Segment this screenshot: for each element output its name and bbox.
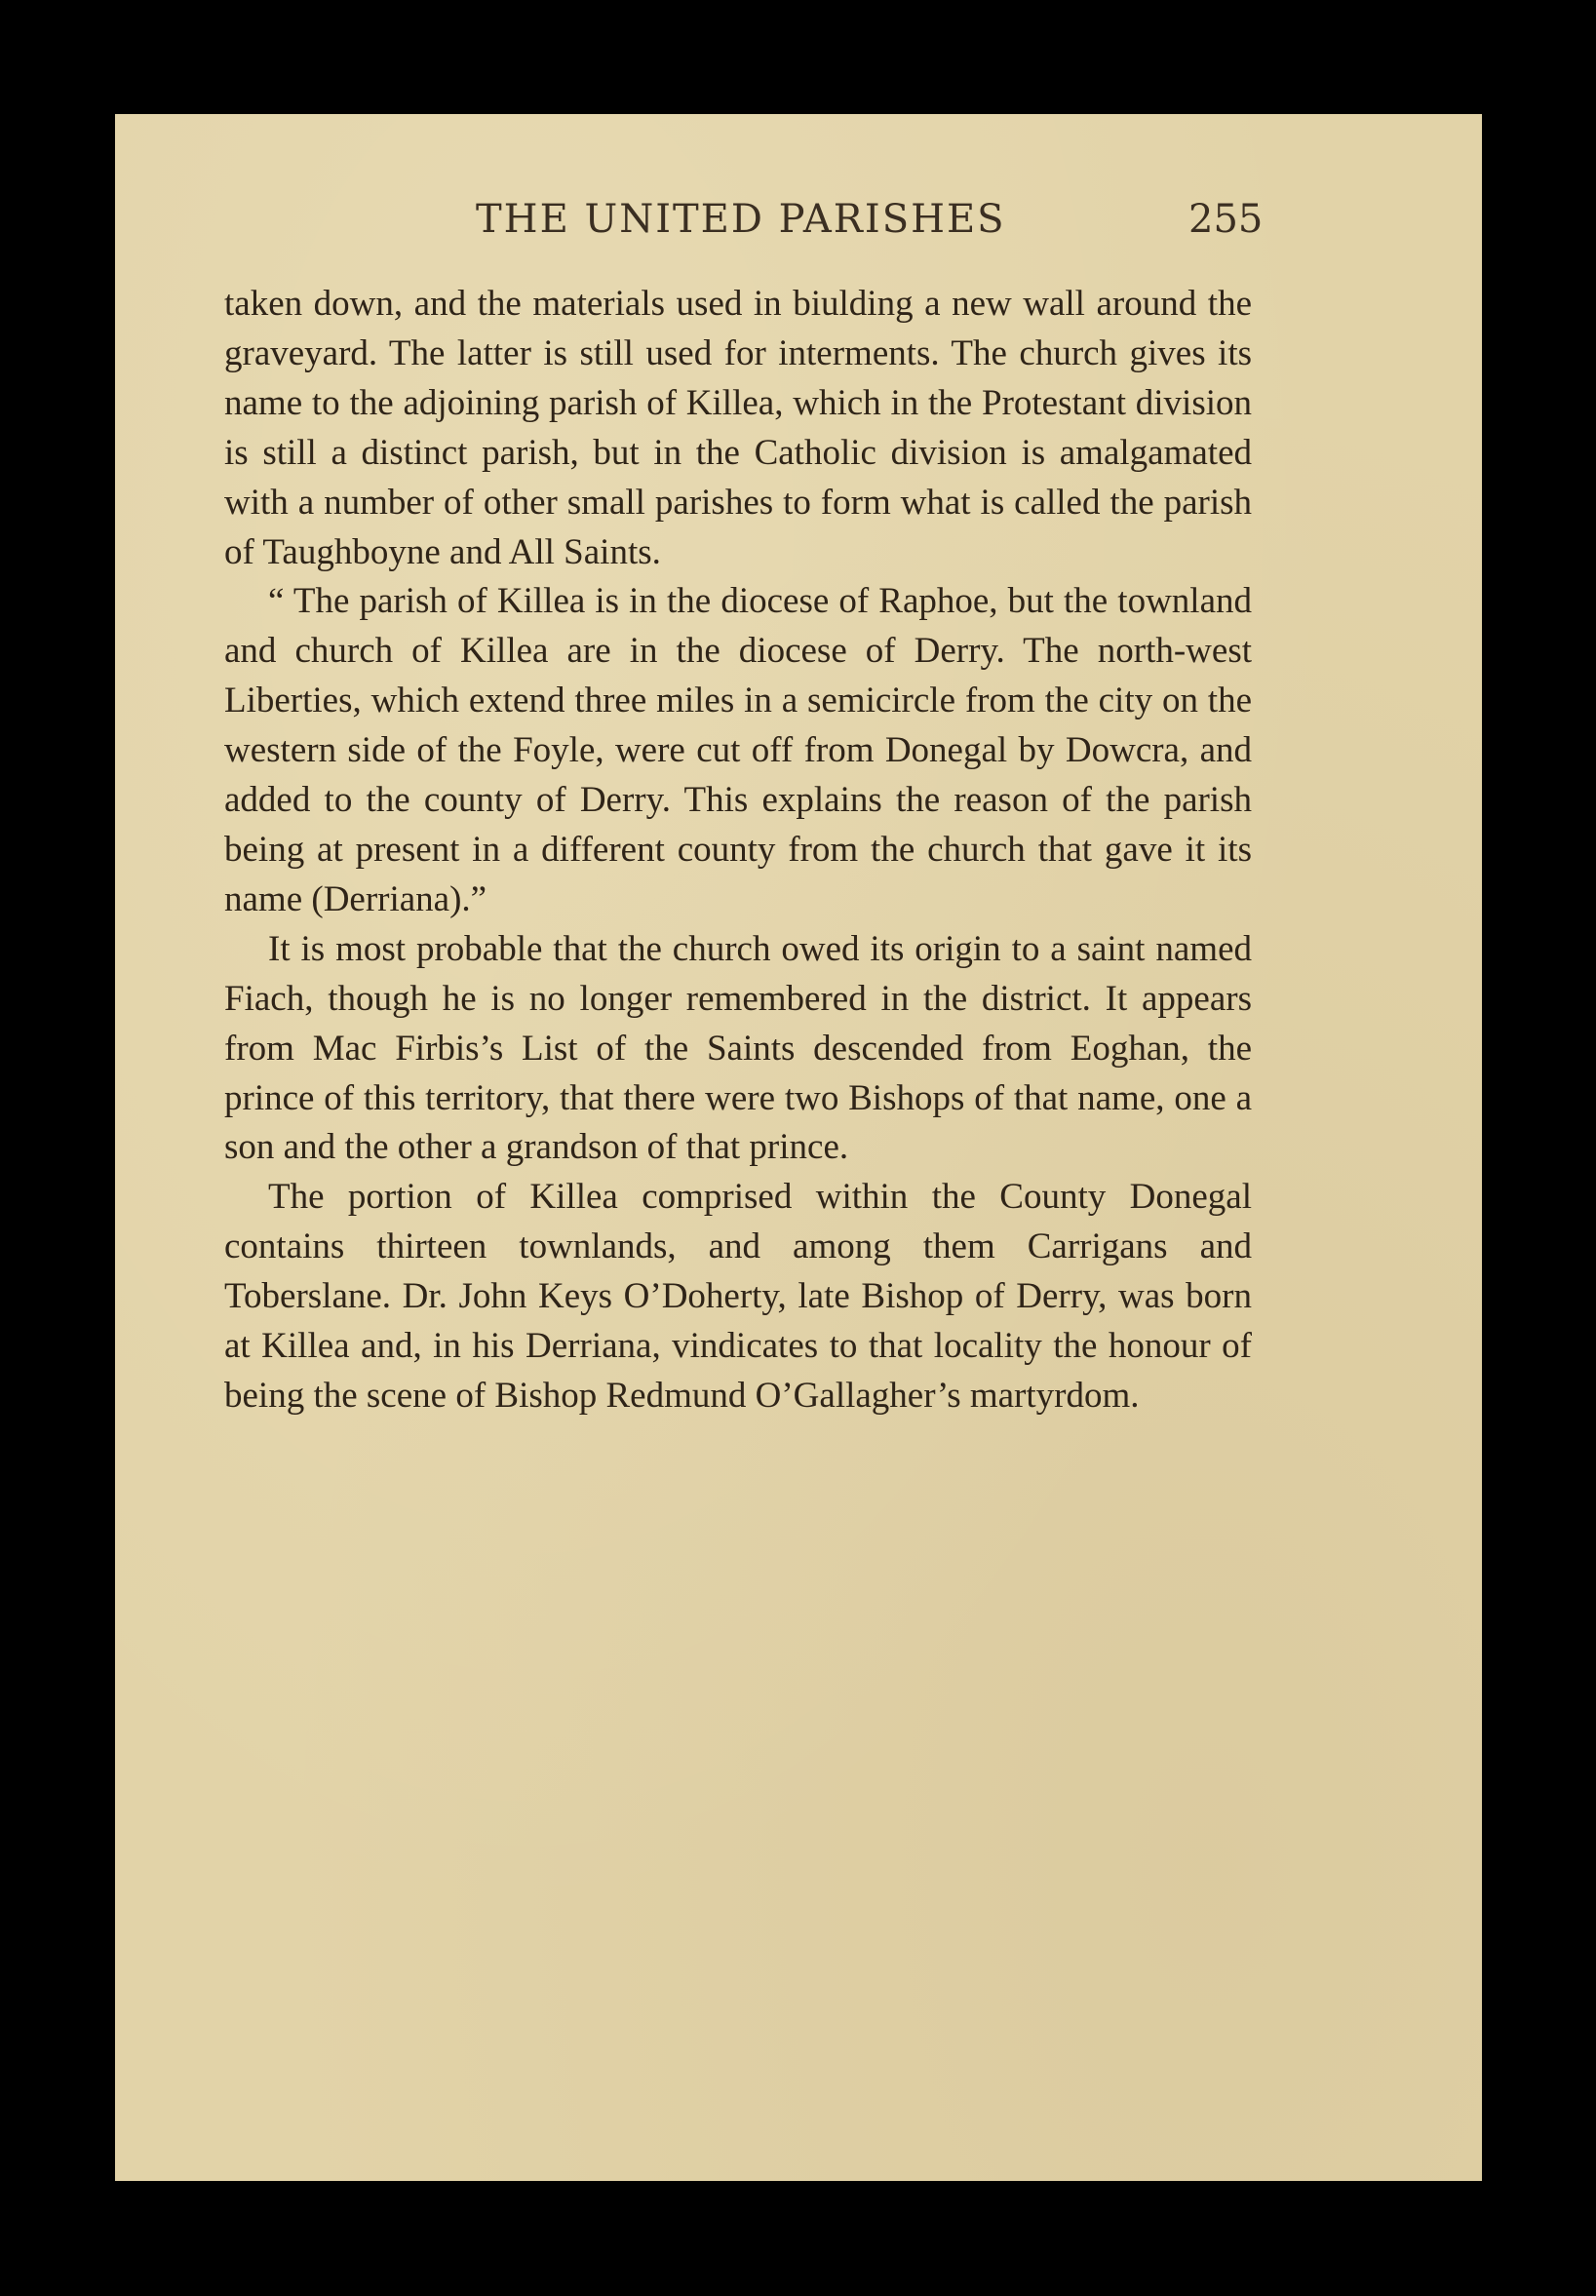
page-number: 255: [1188, 197, 1264, 242]
book-page: [115, 114, 1482, 2181]
running-head: [115, 197, 1482, 255]
paragraph-donegal-portion: The portion of Killea comprised within the County Donegal contains thirteen townlands, and among them Carrigans and Toberslane. Dr. John Keys O’Doherty, late Bishop of Derry, was born at Killea and, in his Derriana, vindicates to that locality the honour of being the scene of Bishop Redmund O’Gallagher’s martyrdom.: [224, 1177, 1252, 1416]
paragraph-quotation: “ The parish of Killea is in the diocese of Raphoe, but the townland and church of Killea are in the diocese of Derry. The north-west Liberties, which extend three miles in a semicircle from the city on the western side of the Foyle, were cut off from Donegal by Dowcra, and added to the county of Derry. This explains the reason of the parish being at present in a different county from the church that gave it its name (Derriana).”: [224, 581, 1252, 919]
running-title: THE UNITED PARISHES: [476, 197, 1006, 242]
paragraph-continuation: taken down, and the materials used in biulding a new wall around the graveyard. The latter is still used for interments. The church gives its name to the adjoining parish of Killea, which in the Protestant division is still a distinct parish, but in the Catholic division is amalgamated with a number of other small parishes to form what is called the parish of Taughboyne and All Saints.: [224, 284, 1252, 572]
paragraph-saint-fiach: It is most probable that the church owed its origin to a saint named Fiach, though he is no longer remembered in the district. It appears from Mac Firbis’s List of the Saints descended from Eoghan, the prince of this territory, that there were two Bishops of that name, one a son and the other a grandson of that prince.: [224, 928, 1252, 1168]
body-text: [224, 280, 1252, 1421]
